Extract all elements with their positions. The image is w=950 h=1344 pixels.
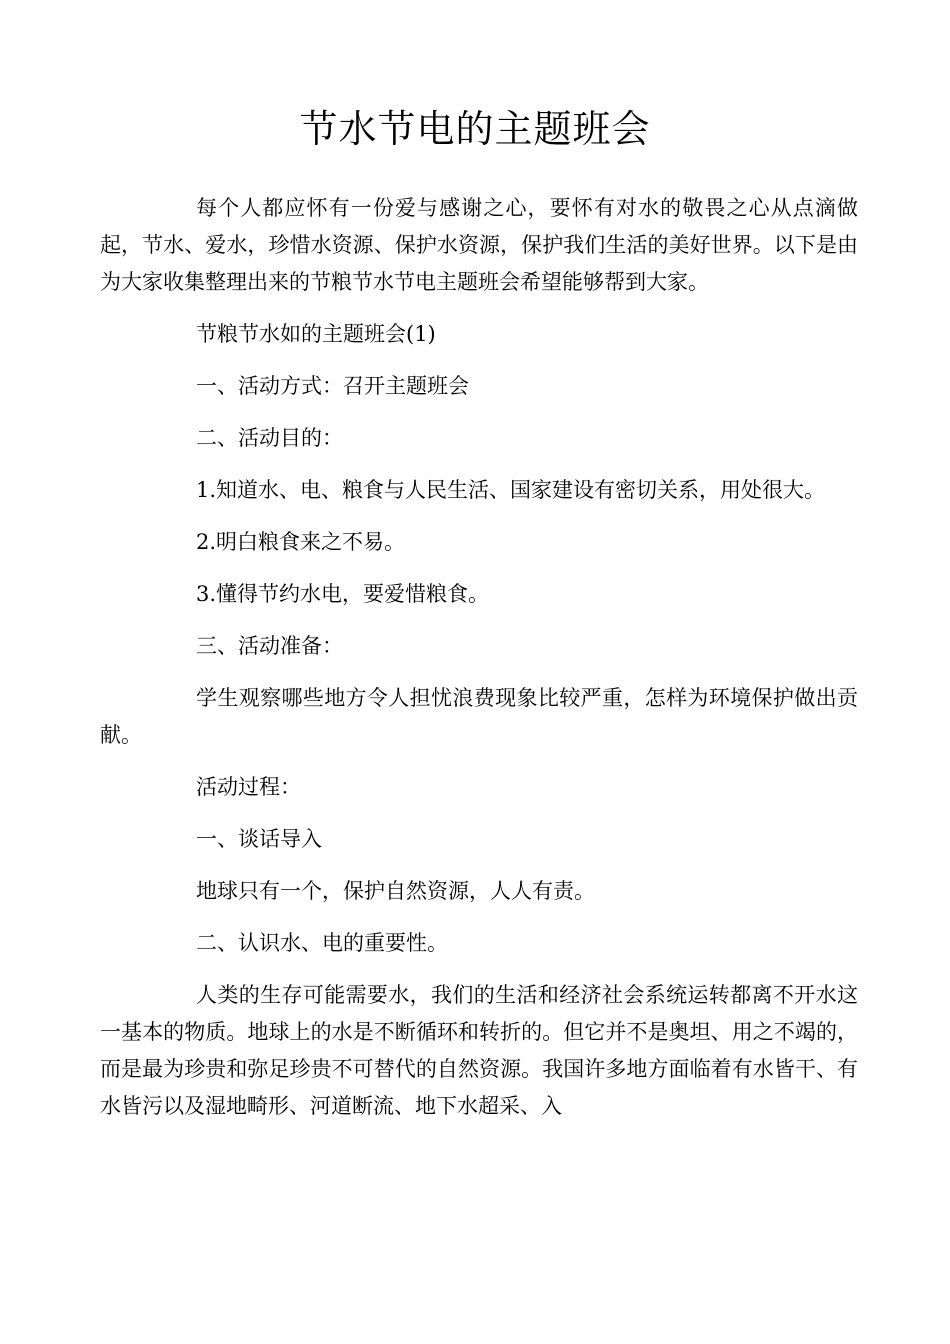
document-title: 节水节电的主题班会	[299, 107, 651, 151]
paragraph-activity-method: 一、活动方式：召开主题班会	[196, 374, 469, 398]
paragraph-step-1: 一、谈话导入	[196, 827, 322, 851]
paragraph-prep-detail: 学生观察哪些地方令人担忧浪费现象比较严重，怎样为环境保护做出贡献。	[100, 686, 858, 747]
paragraph-purpose-2: 2.明白粮食来之不易。	[196, 530, 406, 554]
paragraph-purpose-3: 3.懂得节约水电，要爱惜粮食。	[196, 582, 490, 606]
paragraph-step-1-detail: 地球只有一个，保护自然资源，人人有责。	[196, 879, 595, 903]
document-body	[100, 190, 858, 1125]
paragraph-process: 活动过程：	[196, 775, 301, 799]
paragraph-intro: 每个人都应怀有一份爱与感谢之心，要怀有对水的敬畏之心从点滴做起，节水、爱水，珍惜水资源、保护水资源，保护我们生活的美好世界。以下是由为大家收集整理出来的节粮节水节电主题班会希望能够帮到大家。	[100, 196, 858, 294]
paragraph-water-importance: 人类的生存可能需要水，我们的生活和经济社会系统运转都离不开水这一基本的物质。地球上的水是不断循环和转折的。但它并不是奥坦、用之不竭的，而是最为珍贵和弥足珍贵不可替代的自然资源。我国许多地方面临着有水皆干、有水皆污以及湿地畸形、河道断流、地下水超采、入	[100, 983, 858, 1118]
paragraph-section-title: 节粮节水如的主题班会(1)	[196, 322, 436, 346]
paragraph-activity-prep: 三、活动准备：	[196, 634, 343, 658]
paragraph-purpose-1: 1.知道水、电、粮食与人民生活、国家建设有密切关系，用处很大。	[196, 478, 826, 502]
paragraph-step-2: 二、认识水、电的重要性。	[196, 931, 448, 955]
paragraph-activity-purpose: 二、活动目的：	[196, 426, 343, 450]
